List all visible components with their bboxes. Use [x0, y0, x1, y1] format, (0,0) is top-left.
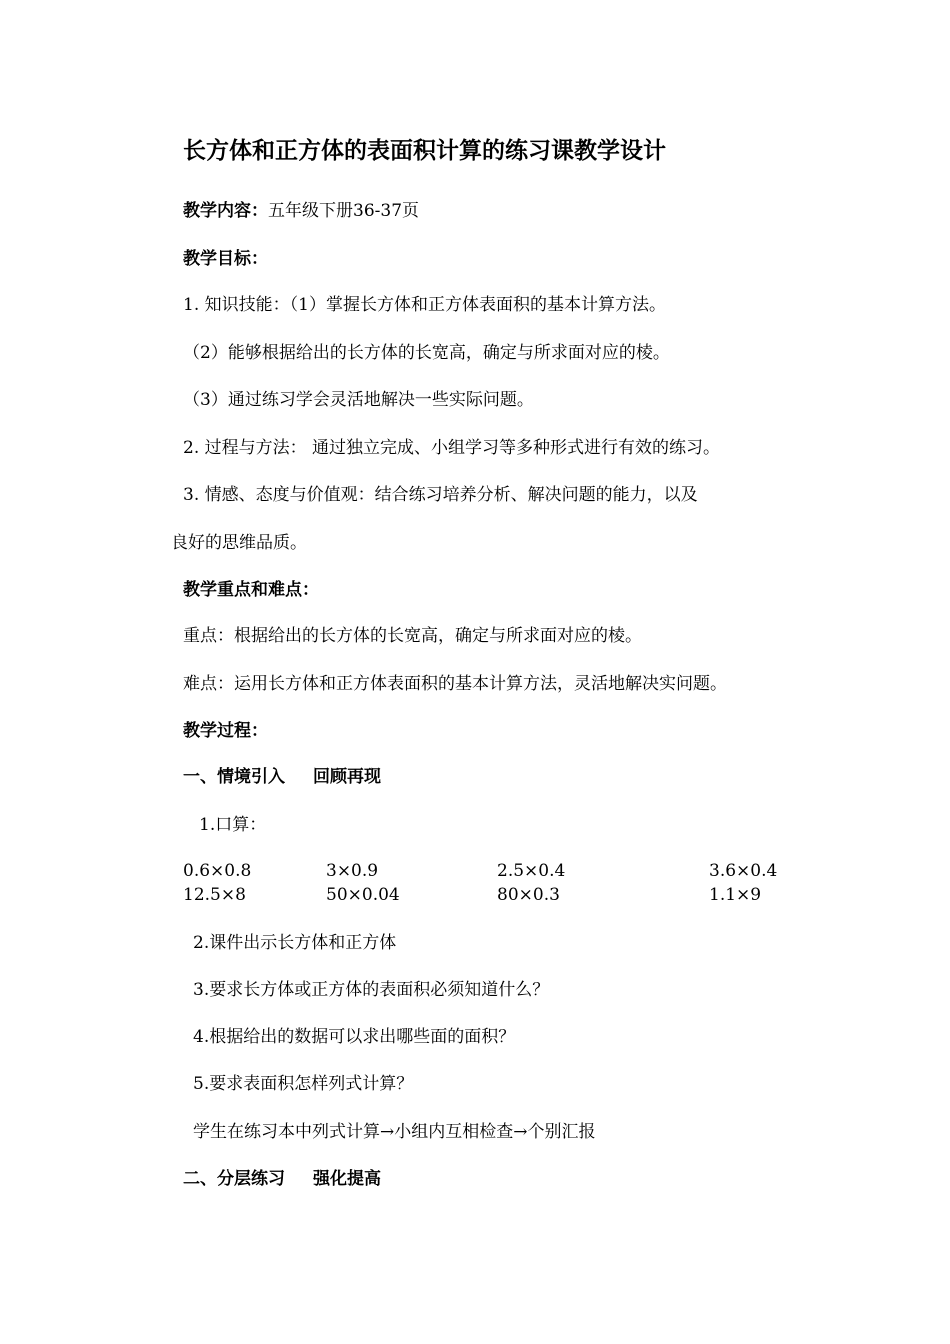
- teaching-goals-heading: 教学目标：: [183, 249, 268, 269]
- goal-knowledge-skills-2: （2）能够根据给出的长方体的长宽高，确定与所求面对应的棱。: [183, 343, 670, 363]
- calc-item: 2.5×0.4: [497, 861, 566, 881]
- calc-item: 80×0.3: [497, 885, 560, 905]
- goal-process-method: 2. 过程与方法： 通过独立完成、小组学习等多种形式进行有效的练习。: [183, 438, 721, 458]
- step-2: 2.课件出示长方体和正方体: [193, 933, 397, 953]
- goal-knowledge-skills-3: （3）通过练习学会灵活地解决一些实际问题。: [183, 390, 534, 410]
- calc-item: 3.6×0.4: [709, 861, 778, 881]
- section-1-heading: [183, 765, 381, 789]
- step-5: 5.要求表面积怎样列式计算？: [193, 1074, 414, 1094]
- calc-item: 1.1×9: [709, 885, 762, 905]
- student-workflow: 学生在练习本中列式计算→小组内互相检查→个别汇报: [193, 1122, 596, 1142]
- calc-item: 3×0.9: [326, 861, 379, 881]
- difficulty-point: 难点：运用长方体和正方体表面积的基本计算方法，灵活地解决实问题。: [183, 674, 727, 694]
- section-2-title: 二、分层练习: [183, 1169, 285, 1189]
- teaching-content-label: 教学内容：: [183, 201, 268, 221]
- section-2-subtitle: 强化提高: [313, 1169, 381, 1189]
- teaching-content-line: [183, 199, 419, 223]
- step-4: 4.根据给出的数据可以求出哪些面的面积？: [193, 1027, 516, 1047]
- goal-knowledge-skills: 1. 知识技能：（1）掌握长方体和正方体表面积的基本计算方法。: [183, 295, 666, 315]
- section-1-subtitle: 回顾再现: [313, 767, 381, 787]
- teaching-content-value: 五年级下册36-37页: [268, 201, 420, 221]
- oral-calculation-label: 1.口算：: [199, 815, 267, 835]
- teaching-process-heading: 教学过程：: [183, 721, 268, 741]
- calc-item: 12.5×8: [183, 885, 246, 905]
- key-points-heading: 教学重点和难点：: [183, 580, 319, 600]
- calc-item: 0.6×0.8: [183, 861, 252, 881]
- section-2-heading: [183, 1167, 381, 1191]
- step-3: 3.要求长方体或正方体的表面积必须知道什么？: [193, 980, 550, 1000]
- goal-attitude-line1: 3. 情感、态度与价值观：结合练习培养分析、解决问题的能力，以及: [183, 485, 698, 505]
- document-title: 长方体和正方体的表面积计算的练习课教学设计: [183, 138, 666, 164]
- goal-attitude-line2: 良好的思维品质。: [171, 533, 307, 553]
- calc-item: 50×0.04: [326, 885, 400, 905]
- key-point: 重点：根据给出的长方体的长宽高，确定与所求面对应的棱。: [183, 626, 642, 646]
- section-1-title: 一、情境引入: [183, 767, 285, 787]
